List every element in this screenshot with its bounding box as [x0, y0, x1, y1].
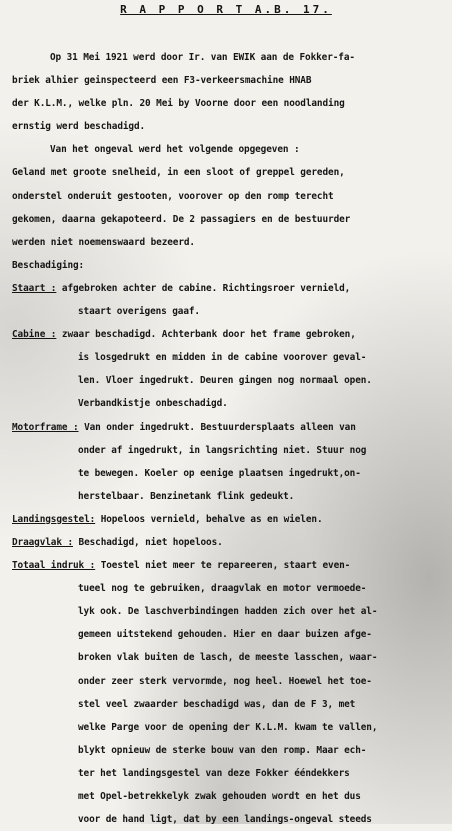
section-label: Motorframe :	[12, 421, 79, 433]
line-text: tueel nog te gebruiken, draagvlak en motor vermoede-	[78, 583, 367, 595]
text-line	[12, 808, 448, 831]
line-text: Geland met groote snelheid, in een sloot of greppel gereden,	[12, 167, 345, 179]
section-label: Staart :	[12, 282, 57, 294]
line-text: afgebroken achter de cabine. Richtingsroer vernield,	[56, 282, 351, 294]
line-text: gemeen uitstekend gehouden. Hier en daar buizen afge-	[78, 629, 372, 641]
text-line	[12, 46, 448, 69]
line-text: blykt opnieuw de sterke bouw van den romp. Maar ech-	[78, 744, 367, 756]
line-text: onderstel onderuit gestooten, voorover op den romp terecht	[12, 190, 334, 202]
line-text: Beschadiging:	[12, 259, 85, 271]
line-text: zwaar beschadigd. Achterbank door het frame gebroken,	[56, 329, 356, 341]
line-text: werden niet noemenswaard bezeerd.	[12, 236, 195, 248]
line-text: der K.L.M., welke pln. 20 Mei by Voorne door een noodlanding	[12, 98, 345, 110]
text-line	[12, 323, 448, 346]
text-line	[12, 600, 448, 623]
text-line	[12, 462, 448, 485]
line-text: Van het ongeval werd het volgende opgegeven :	[50, 144, 300, 156]
text-line	[12, 646, 448, 669]
line-text: lyk ook. De laschverbindingen hadden zich over het al-	[78, 606, 378, 618]
line-text: Toestel niet meer te repareeren, staart even-	[95, 560, 351, 572]
line-text: voor de hand ligt, dat by een landings-ongeval steeds	[78, 814, 372, 826]
section-label: Draagvlak :	[12, 536, 73, 548]
line-text: onder zeer sterk vervormde, nog heel. Hoewel het toe-	[78, 675, 372, 687]
text-line	[12, 208, 448, 231]
text-line	[12, 69, 448, 92]
text-line	[12, 623, 448, 646]
line-text: Op 31 Mei 1921 werd door Ir. van EWIK aan de Fokker-fa-	[50, 52, 355, 63]
text-line	[12, 785, 448, 808]
line-text: Verbandkistje onbeschadigd.	[78, 398, 228, 410]
line-text: Hopeloos vernield, behalve as en wielen.	[95, 513, 323, 525]
text-line	[12, 531, 448, 554]
text-line	[12, 92, 448, 115]
line-text: broken vlak buiten de lasch, de meeste lasschen, waar-	[78, 652, 378, 664]
text-line	[12, 369, 448, 392]
section-label: Cabine :	[12, 329, 57, 341]
text-line	[12, 115, 448, 138]
text-line	[12, 231, 448, 254]
text-line	[12, 670, 448, 693]
line-text: ter het landingsgestel van deze Fokker ééndekkers	[78, 767, 350, 779]
line-text: Van onder ingedrukt. Bestuurdersplaats alleen van	[78, 421, 356, 433]
text-line	[12, 161, 448, 184]
text-line	[12, 439, 448, 462]
text-line	[12, 185, 448, 208]
line-text: staart overigens gaaf.	[78, 306, 200, 318]
text-line	[12, 277, 448, 300]
line-text: ernstig werd beschadigd.	[12, 121, 146, 133]
text-line	[12, 346, 448, 369]
text-line	[12, 577, 448, 600]
text-line	[12, 739, 448, 762]
text-line	[12, 254, 448, 277]
text-line	[12, 762, 448, 785]
line-text: herstelbaar. Benzinetank flink gedeukt.	[78, 490, 295, 502]
line-text: welke Parge voor de opening der K.L.M. kwam te vallen,	[78, 721, 378, 733]
text-line	[12, 693, 448, 716]
line-text: onder af ingedrukt, in langsrichting niet. Stuur nog	[78, 444, 367, 456]
text-line	[12, 416, 448, 439]
text-line	[12, 554, 448, 577]
text-line	[12, 485, 448, 508]
report-title: R A P P O R T A.B. 17.	[120, 3, 332, 16]
text-line	[12, 300, 448, 323]
line-text: Beschadigd, niet hopeloos.	[73, 536, 223, 548]
section-label: Landingsgestel:	[12, 513, 96, 525]
text-line	[12, 392, 448, 415]
line-text: len. Vloer ingedrukt. Deuren gingen nog normaal open.	[78, 375, 372, 387]
text-line	[12, 716, 448, 739]
line-text: stel veel zwaarder beschadigd was, dan de F 3, met	[78, 698, 356, 710]
line-text: gekomen, daarna gekapoteerd. De 2 passagiers en de bestuurder	[12, 213, 351, 225]
line-text: met Opel-betrekkelyk zwak gehouden wordt en het dus	[78, 791, 361, 802]
line-text: briek alhier geinspecteerd een F3-verkeersmachine HNAB	[12, 75, 312, 87]
line-text: te bewegen. Koeler op eenige plaatsen ingedrukt,on-	[78, 467, 361, 479]
text-line	[12, 138, 448, 161]
text-line	[12, 508, 448, 531]
section-label: Totaal indruk :	[12, 560, 96, 572]
line-text: is losgedrukt en midden in de cabine voorover geval-	[78, 352, 367, 364]
report-body	[12, 46, 448, 831]
